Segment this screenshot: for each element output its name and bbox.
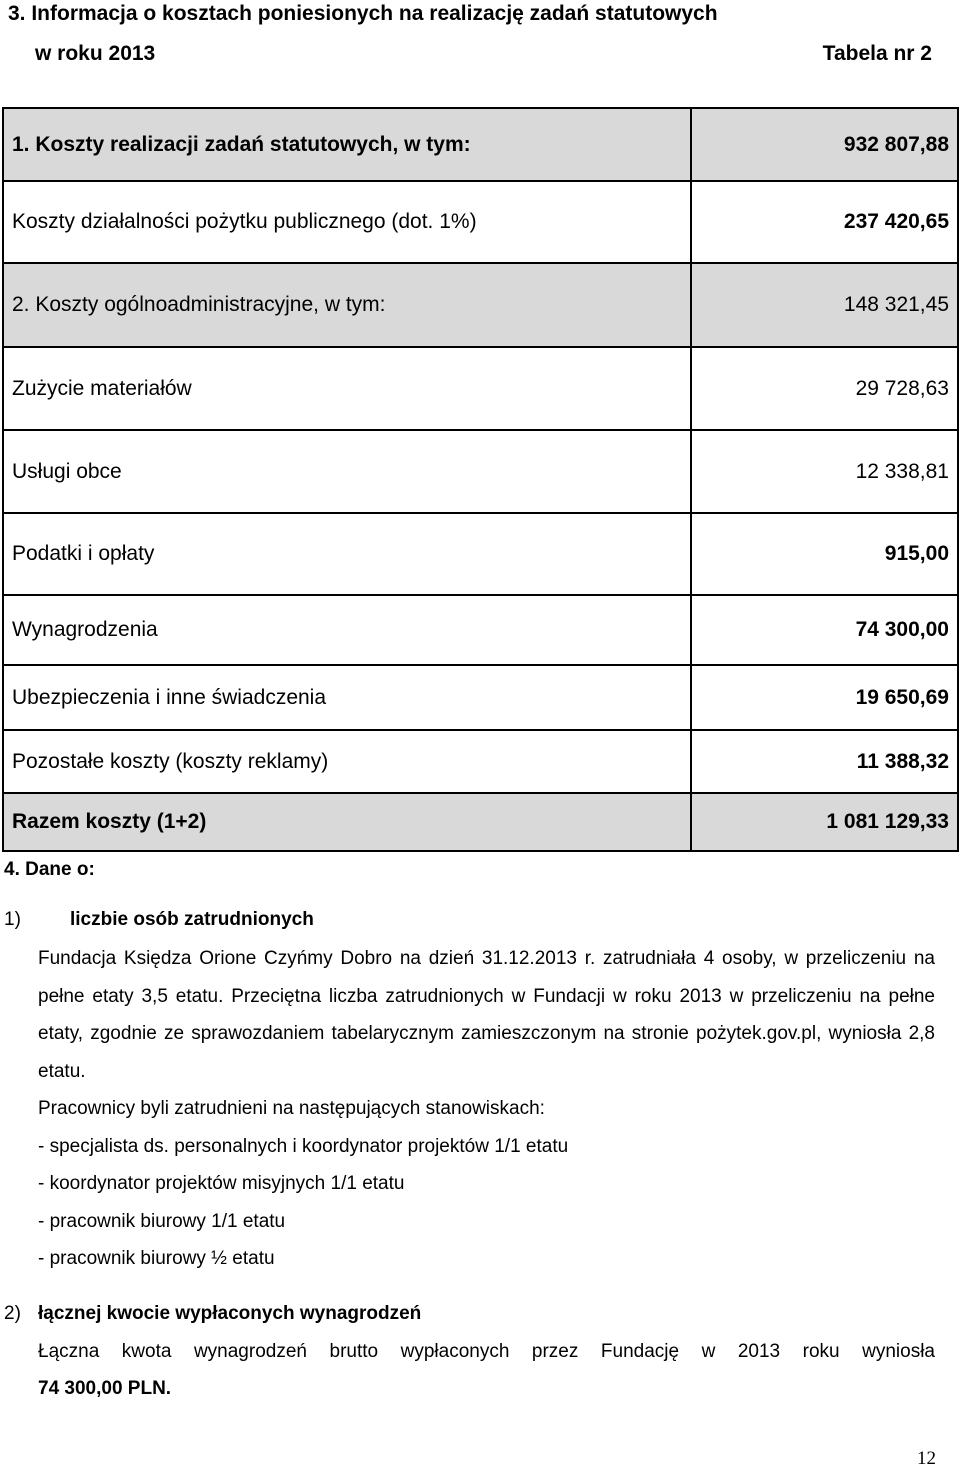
row-value: 1 081 129,33: [691, 793, 958, 851]
row-value: 12 338,81: [691, 430, 958, 513]
table-row: [3, 430, 958, 513]
table-row: [3, 263, 958, 347]
positions-intro: Pracownicy byli zatrudnieni na następujących stanowiskach:: [38, 1098, 545, 1119]
row-label: Wynagrodzenia: [3, 595, 691, 665]
section-4-title: 4. Dane o:: [4, 859, 95, 880]
row-label: Zużycie materiałów: [3, 347, 691, 430]
row-label: Usługi obce: [3, 430, 691, 513]
item-2-title: łącznej kwocie wypłaconych wynagrodzeń: [38, 1303, 422, 1324]
row-value: 932 807,88: [691, 108, 958, 181]
list-item: - koordynator projektów misyjnych 1/1 etatu: [38, 1173, 405, 1194]
item-1-number: 1): [4, 909, 21, 930]
table-row: [3, 595, 958, 665]
item-1-title: liczbie osób zatrudnionych: [70, 909, 314, 930]
costs-table: [2, 107, 959, 852]
list-item: - pracownik biurowy ½ etatu: [38, 1248, 275, 1269]
section-3-title: 3. Informacja o kosztach poniesionych na realizację zadań statutowych: [8, 2, 718, 25]
table-row-total: [3, 793, 958, 851]
item-2-number: 2): [4, 1303, 21, 1324]
row-value: 148 321,45: [691, 263, 958, 347]
table-row: [3, 665, 958, 730]
table-label: Tabela nr 2: [822, 42, 932, 65]
list-item: - specjalista ds. personalnych i koordynator projektów 1/1 etatu: [38, 1136, 569, 1157]
list-item: - pracownik biurowy 1/1 etatu: [38, 1211, 286, 1232]
table-row: [3, 108, 958, 181]
table-row: [3, 513, 958, 595]
row-label: Razem koszty (1+2): [3, 793, 691, 851]
salary-paragraph: Łączna kwota wynagrodzeń brutto wypłaconych przez Fundację w 2013 roku wyniosła: [38, 1341, 935, 1362]
row-label: 1. Koszty realizacji zadań statutowych, w tym:: [3, 108, 691, 181]
table-row: [3, 347, 958, 430]
row-value: 29 728,63: [691, 347, 958, 430]
row-value: 237 420,65: [691, 181, 958, 263]
employment-paragraph: Fundacja Księdza Orione Czyńmy Dobro na dzień 31.12.2013 r. zatrudniała 4 osoby, w przeliczeniu na pełne etaty 3,5 etatu. Przeciętna liczba zatrudnionych w Fundacji w roku 2013 w przeliczeniu na pełne etaty, zgodnie ze sprawozdaniem tabelarycznym zamieszczonym na stronie pożytek.gov.pl, wyniosła 2,8 etatu.: [38, 948, 935, 1082]
row-value: 11 388,32: [691, 730, 958, 793]
row-label: Koszty działalności pożytku publicznego (dot. 1%): [3, 181, 691, 263]
section-3-year: w roku 2013: [35, 42, 156, 65]
page-number: 12: [917, 1448, 936, 1469]
row-value: 74 300,00: [691, 595, 958, 665]
row-label: Pozostałe koszty (koszty reklamy): [3, 730, 691, 793]
row-value: 19 650,69: [691, 665, 958, 730]
row-label: Ubezpieczenia i inne świadczenia: [3, 665, 691, 730]
salary-amount: 74 300,00 PLN.: [38, 1378, 172, 1399]
row-label: Podatki i opłaty: [3, 513, 691, 595]
table-row: [3, 730, 958, 793]
row-label: 2. Koszty ogólnoadministracyjne, w tym:: [3, 263, 691, 347]
table-row: [3, 181, 958, 263]
row-value: 915,00: [691, 513, 958, 595]
